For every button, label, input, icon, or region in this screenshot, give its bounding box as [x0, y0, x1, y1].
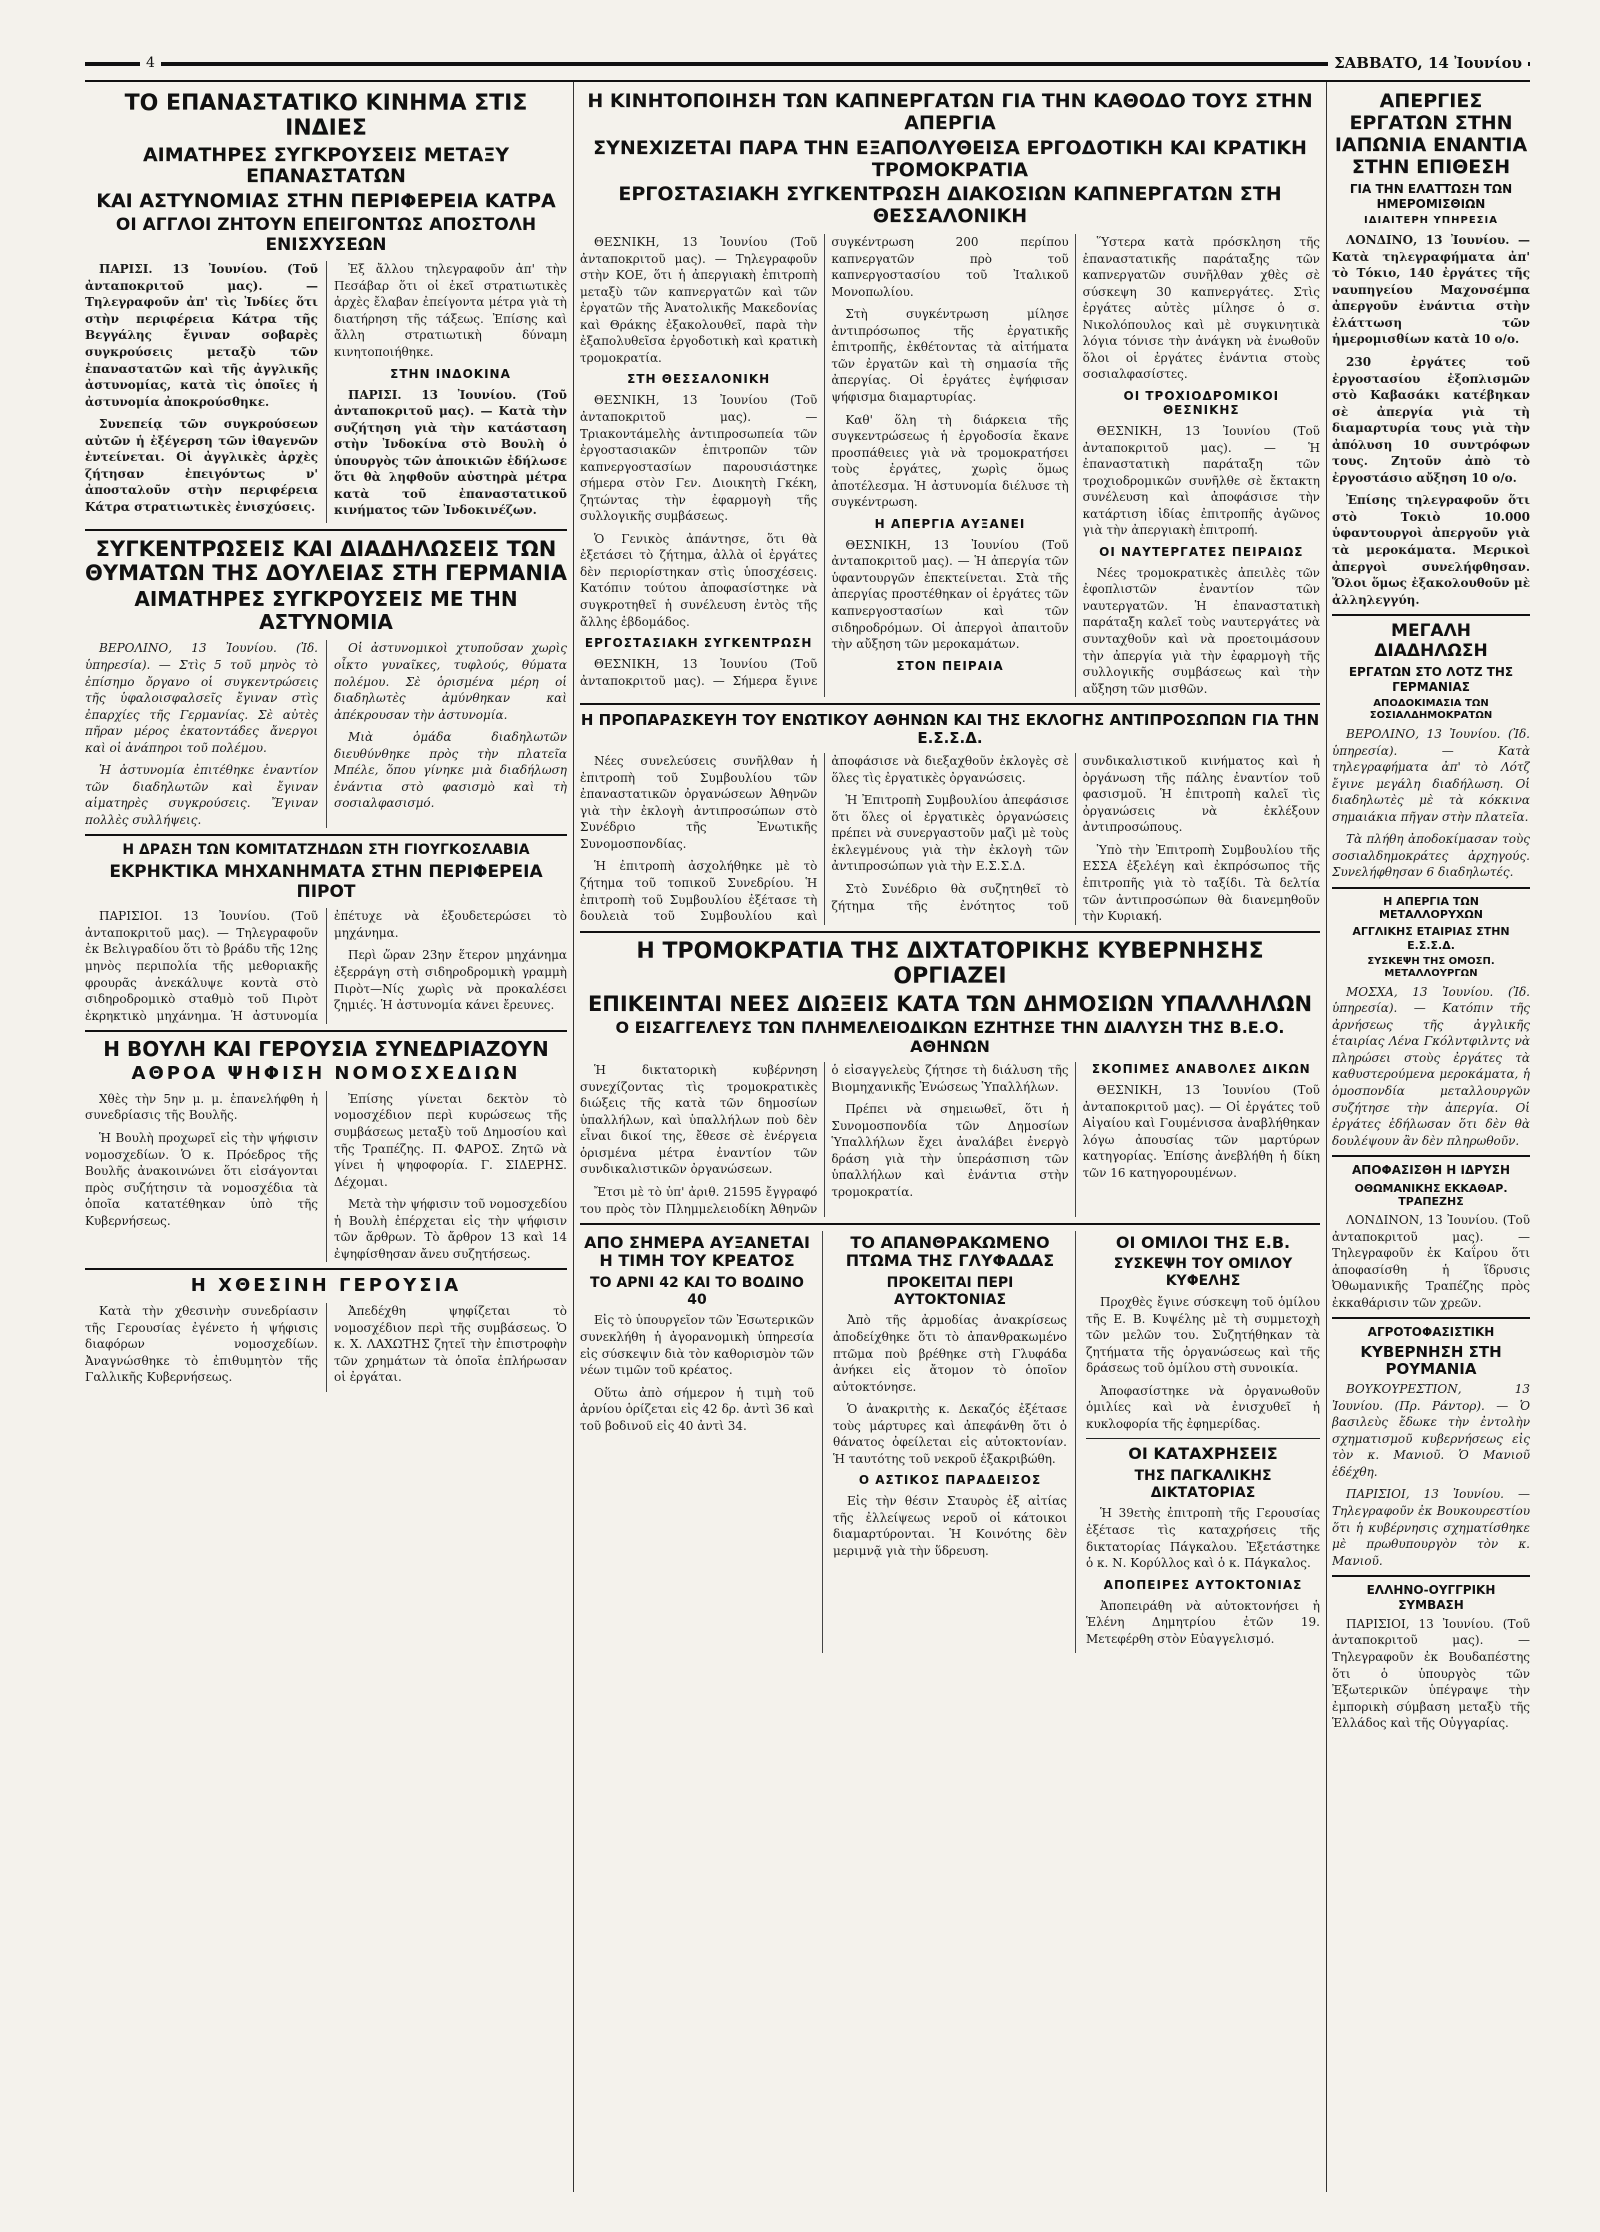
paragraph: ΛΟΝΔΙΝΟ, 13 Ἰουνίου. — Κατὰ τηλεγραφήματα ἀπ' τὸ Τόκιο, 140 ἐργάτες τῆς ναυπηγείου Μαχονσέμπα ἀπεργοῦν ἐνάντια στὴν ἐλάττωση τῶν ἡμερομισθίων κατὰ 10 ο/ο.: [1332, 233, 1530, 347]
paragraph: Στὴ συγκέντρωση μίλησε ἀντιπρόσωπος τῆς ἐργατικῆς ἐπιτροπῆς, ἐκθέτοντας τὰ αἰτήματα τῶν ἐργατῶν καὶ τὴ σημασία τῆς ἀπεργίας. Οἱ ἐργάτες ἐψήφισαν ψήφισμα διαμαρτυρίας.: [831, 307, 1069, 404]
headline: ΑΙΜΑΤΗΡΕΣ ΣΥΓΚΡΟΥΣΕΙΣ ΜΕΤΑΞΥ ΕΠΑΝΑΣΤΑΤΩΝ: [142, 143, 510, 188]
headline: ΕΡΓΑΤΩΝ ΣΤΟ ΛΟΤΖ ΤΗΣ ΓΕΡΜΑΝΙΑΣ: [1348, 665, 1514, 694]
bottom-center-articles: [580, 1231, 1320, 1653]
paragraph: Οἱ ἀστυνομικοὶ χτυποῦσαν χωρὶς οἶκτο γυναῖκες, τυφλούς, θύματα πολέμου. Σὲ ὁρισμένα μέρη οἱ διαδηλωτὲς ἀμύνθηκαν καὶ ἀπέκρουσαν τὴν ἀστυνομία.: [334, 641, 567, 722]
article-eb-groups: [1086, 1231, 1320, 1653]
paragraph: ΒΕΡΟΛΙΝΟ, 13 Ἰουνίου. (Ἰδ. ὑπηρεσία). — Στὶς 5 τοῦ μηνὸς τὸ ἐπίσημο ὄργανο οἱ συγκεντρώσεις τῆς ὑφαλοισφαλσεῖς ἔγιναν στὶς ἐπαρχίες τῆς Γερμανίας. Σὲ αὐτὲς πῆραν μέρος ἐκατοντάδες ἄνεργοι καὶ οἱ ἀνάπηροι τοῦ πολέμου.: [85, 641, 318, 755]
headline: ΟΙ ΟΜΙΛΟΙ ΤΗΣ Ε.Β.: [1115, 1233, 1291, 1253]
paragraph: Ἔτσι μὲ τὸ ὑπ' ἀριθ. 21595 ἔγγραφό του πρὸς τὸν Πλημμελειοδίκη Ἀθηνῶν ὁ εἰσαγγελεὺς ζήτησε τὴ διάλυση τῆς Βιομηχανικῆς Ἑνώσεως Ὑπαλλήλων.: [580, 1063, 1069, 1216]
paragraph: Ἡ 39ετὴς ἐπιτροπὴ τῆς Γερουσίας ἐξέτασε τὶς καταχρήσεις τῆς δικτατορίας Πάγκαλου. Ἐξετάστηκε ὁ κ. Ν. Κορύλλος καὶ ὁ κ. Πάγκαλος.: [1086, 1506, 1320, 1571]
article-lodz-demo: [1332, 622, 1530, 881]
paragraph: Περὶ ὥραν 23ην ἕτερον μηχάνημα ἐξερράγη στὴ σιδηροδρομικὴ γραμμὴ Πιρὸτ—Νίς χωρὶς νὰ προκαλέσει ζημιές. Ἡ ἀστυνομία κάνει ἔρευνες.: [334, 948, 567, 1013]
headline: Η ΧΘΕΣΙΝΗ ΓΕΡΟΥΣΙΑ: [190, 1275, 462, 1297]
article-yugoslavia: [85, 842, 567, 1024]
paragraph: ΠΑΡΙΣΙ. 13 Ἰουνίου. (Τοῦ ἀνταποκριτοῦ μας). — Κατὰ τὴν συζήτηση γιὰ τὴν κατάσταση στὴν Ἰνδοκίνα στὸ Βουλὴ ὁ ὑπουργὸς τῶν ἀποικιῶν ἐδήλωσε ὅτι θὰ ληφθοῦν αὐστηρὰ μέτρα κατὰ τοῦ ἐπαναστατικοῦ κινήματος τῶν Ἰνδοκινέζων.: [334, 387, 567, 518]
article-meat-price: [580, 1231, 823, 1653]
paragraph: Ἀπεδέχθη ψηφίζεται τὸ νομοσχέδιον περὶ τῆς συμβάσεως. Ὁ κ. Χ. ΛΑΧΩΤΗΣ ζητεῖ τὴν ἐπιστροφὴν τῶν χρημάτων τὰ ὁποῖα ἐπλήρωσαν οἱ ἐργάται.: [334, 1304, 567, 1385]
paragraph: Ὁ ἀνακριτὴς κ. Δεκαζός ἐξέτασε τοὺς μάρτυρες καὶ ἀπεφάνθη ὅτι ὁ θάνατος ὀφείλεται εἰς αὐτοκτονίαν. Ἡ ταυτότης τοῦ νεκροῦ ἐξακριβώθη.: [833, 1402, 1067, 1466]
paragraph: ΘΕΣΝΙΚΗ, 13 Ἰουνίου (Τοῦ ἀνταποκριτοῦ μας). — Ἡ ἐπαναστατικὴ παράταξη τῶν τροχιοδρομικῶν συνῆλθε σὲ ἔκτακτη συνέλευση καὶ ἀποφάσισε τὴν κατάρτιση ἰδίας ἐπιτροπῆς ἀγῶνος γιὰ τὴν ἀπεργιακὴ ἐπιτροπή.: [1082, 423, 1320, 538]
headline: Η ΑΠΕΡΓΙΑ ΤΩΝ ΜΕΤΑΛΛΟΡΥΧΩΝ: [1379, 894, 1483, 922]
paragraph: Μιὰ ὁμάδα διαδηλωτῶν διευθύνθηκε πρὸς τὴν πλατεῖα Μπέλε, ὅπου γίνηκε μιὰ διαδήλωση ἐνάντια στὸ φασισμὸ καὶ τὴ σοσιαλφασισμό.: [334, 730, 567, 811]
column-divider: [573, 82, 574, 2192]
headline: ΑΠΟΔΟΚΙΜΑΣΙΑ ΤΩΝ ΣΟΣΙΑΛΔΗΜΟΚΡΑΤΩΝ: [1369, 698, 1493, 722]
paragraph: Ἡ Ἐπιτροπὴ Συμβουλίου ἀπεφάσισε ὅτι ὅλες οἱ ἐργατικὲς ὀργανώσεις πρέπει νὰ συνεργαστοῦν μαζὶ μὲ τοὺς ἐκλεγμένους γιὰ τὴν ἐκλογὴ τῶν ἀντιπροσώπων γιὰ τὴν Ε.Σ.Σ.Δ.: [831, 793, 1069, 874]
headline: ΣΥΣΚΕΨΗ ΤΟΥ ΟΜΙΛΟΥ ΚΥΦΕΛΗΣ: [1113, 1256, 1293, 1290]
subheading: ΕΡΓΟΣΤΑΣΙΑΚΗ ΣΥΓΚΕΝΤΡΩΣΗ: [584, 636, 813, 651]
article-senate: [85, 1276, 567, 1391]
headline: ΜΕΓΑΛΗ ΔΙΑΔΗΛΩΣΗ: [1374, 621, 1488, 661]
subheading: ΣΚΟΠΙΜΕΣ ΑΝΑΒΟΛΕΣ ΔΙΚΩΝ: [1091, 1062, 1311, 1077]
headline: ΑΓΓΛΙΚΗΣ ΕΤΑΙΡΙΑΣ ΣΤΗΝ Ε.Σ.Σ.Δ.: [1352, 925, 1510, 952]
headline: ΟΙ ΚΑΤΑΧΡΗΣΕΙΣ: [1128, 1444, 1278, 1464]
headline: ΤΟ ΕΠΑΝΑΣΤΑΤΙΚΟ ΚΙΝΗΜΑ ΣΤΙΣ ΙΝΔΙΕΣ: [124, 91, 528, 142]
paragraph: Τὰ πλήθη ἀποδοκίμασαν τοὺς σοσιαλδημοκράτες ἀρχηγούς. Συνελήφθησαν 6 διαδηλωτές.: [1332, 832, 1530, 880]
paragraph: Ὑπὸ τὴν Ἐπιτροπὴ Συμβουλίου τῆς ΕΣΣΑ ἐξελέγη καὶ ἐκπρόσωπος τῆς ἐπιτροπῆς γιὰ τὸ ταξίδι. Τὰ δελτία τῶν ἀντιπροσώπων θὰ διανεμηθοῦν τὴν Κυριακή.: [1082, 842, 1320, 924]
issue-date: ΣΑΒΒΑΤΟ, 14 Ἰουνίου: [1328, 54, 1528, 72]
subheading: Ο ΑΣΤΙΚΟΣ ΠΑΡΑΔΕΙΣΟΣ: [858, 1473, 1042, 1488]
paragraph: Προχθὲς ἔγινε σύσκεψη τοῦ ὁμίλου τῆς Ε. Β. Κυψέλης μὲ τὴ συμμετοχὴ τῶν μελῶν του. Συζητήθηκαν τὰ ζητήματα τῆς ὀργανώσεως καὶ τῆς δράσεως τοῦ ὁμίλου στὴ συνοικία.: [1086, 1295, 1320, 1376]
headline: ΣΥΝΕΧΙΖΕΤΑΙ ΠΑΡΑ ΤΗΝ ΕΞΑΠΟΛΥΘΕΙΣΑ ΕΡΓΟΔΟΤΙΚΗ ΚΑΙ ΚΡΑΤΙΚΗ ΤΡΟΜΟΚΡΑΤΙΑ: [593, 136, 1307, 181]
paragraph: Νέες συνελεύσεις συνῆλθαν ἡ ἐπιτροπὴ τοῦ Συμβουλίου τῶν ἐπαναστατικῶν ὀργανώσεων Ἀθηνῶν γιὰ τὴν ἐκλογὴ ἀντιπροσώπων στὸ Συνέδριο τῆς Ἐνωτικῆς Συνομοσπονδίας.: [580, 754, 818, 851]
subheading: ΣΤΟΝ ΠΕΙΡΑΙΑ: [896, 658, 1004, 673]
headline: ΑΙΜΑΤΗΡΕΣ ΣΥΓΚΡΟΥΣΕΙΣ ΜΕ ΤΗΝ ΑΣΤΥΝΟΜΙΑ: [134, 587, 518, 635]
paragraph: ΒΕΡΟΛΙΝΟ, 13 Ἰουνίου. (Ἰδ. ὑπηρεσία). — Κατὰ τηλεγραφήματα ἀπ' τὸ Λότζ ἔγινε μεγάλη διαδήλωση. Οἱ διαδηλωτὲς μὲ τὰ κόκκινα σημαιάκια πῆγαν στὴν πλατεῖα.: [1332, 727, 1530, 824]
headline: ΓΙΑ ΤΗΝ ΕΛΑΤΤΩΣΗ ΤΩΝ ΗΜΕΡΟΜΙΣΘΙΩΝ: [1349, 182, 1513, 211]
paragraph: ΠΑΡΙΣΙΟΙ. 13 Ἰουνίου. (Τοῦ ἀνταποκριτοῦ μας). — Τηλεγραφοῦν ἐκ Βελιγραδίου ὅτι τὸ βράδυ τῆς 12ης μηνὸς περιπολία τῆς μεθοριακῆς φρουρᾶς ἀνεκάλυψε κοντὰ στὸ σιδηροδρομικὸ σταθμὸ τοῦ Πιρὸτ ἐκρηκτικὸ μηχάνημα. Ἡ ἀστυνομία ἐπέτυχε νὰ ἐξουδετερώσει τὸ μηχάνημα.: [85, 909, 567, 1023]
paragraph: ΜΟΣΧΑ, 13 Ἰουνίου. (Ἰδ. ὑπηρεσία). — Κατόπιν τῆς ἀρνήσεως τῆς ἀγγλικῆς ἑταιρίας Λένα Γκόλντφιλντς νὰ πληρώσει στοὺς ἐργάτες τὰ καθυστερούμενα μεροκάματα, ἡ ὁμοσπονδία μεταλλουργῶν συζήτησε τὴν ἀπεργία. Οἱ ἐργάτες ἐδήλωσαν ὅτι δὲν θὰ δουλέψουν ἂν δὲν πληρωθοῦν.: [1332, 984, 1530, 1148]
article-greek-hungarian: [1332, 1583, 1530, 1732]
headline: Η ΤΡΟΜΟΚΡΑΤΙΑ ΤΗΣ ΔΙΧΤΑΤΟΡΙΚΗΣ ΚΥΒΕΡΝΗΣΗΣ ΟΡΓΙΑΖΕΙ: [636, 938, 1264, 989]
article-essa-delegates: [580, 711, 1320, 924]
article-tobacco-strike: [580, 91, 1320, 697]
subheading: ΟΙ ΝΑΥΤΕΡΓΑΤΕΣ ΠΕΙΡΑΙΩΣ: [1099, 544, 1304, 559]
subheading: ΑΠΟΠΕΙΡΕΣ ΑΥΤΟΚΤΟΝΙΑΣ: [1103, 1577, 1303, 1592]
paragraph: ΘΕΣΝΙΚΗ, 13 Ἰουνίου (Τοῦ ἀνταποκριτοῦ μας). — Οἱ ἐργάτες τοῦ Αἰγαίου καὶ Γουμένισσα ἀναβλήθηκαν λόγω ἀπουσίας τῶν μαρτύρων κατηγορίας. Ἐπίσης ἀνεβλήθη ἡ δίκη τῶν 16 κατηγορουμένων.: [1082, 1083, 1320, 1180]
headline: ΑΓΡΟΤΟΦΑΣΙΣΤΙΚΗ: [1367, 1325, 1495, 1340]
paragraph: Ἡ Βουλὴ προχωρεῖ εἰς τὴν ψήφισιν νομοσχεδίων. Ὁ κ. Πρόεδρος τῆς Βουλῆς ἀνακοινώνει ὅτι εἰσάγονται πρὸς συζήτησιν τὰ νομοσχέδια τὰ ὁποῖα κατατέθηκαν ὑπὸ τῆς Κυβερνήσεως.: [85, 1130, 318, 1228]
headline: ΠΡΟΚΕΙΤΑΙ ΠΕΡΙ ΑΥΤΟΚΤΟΝΙΑΣ: [886, 1274, 1014, 1308]
subheading: ΣΤΗΝ ΙΝΔΟΚΙΝΑ: [390, 366, 511, 381]
paragraph: Ὕστερα κατὰ πρόσκληση τῆς ἐπαναστατικῆς παράταξης τῶν καπνεργατῶν συνῆλθαν χθὲς σὲ σύσκεψη 30 καπνεργάτες. Στὶς ἐργάτες αὐτὲς μίλησε ὁ σ. Νικολόπουλος καὶ μὲ συγκινητικὰ λόγια τόνισε τὴν ἀνάγκη νὰ ἑνωθοῦν ὅλοι οἱ ἐργάτες ἐνάντια στοὺς σοσιαλφασίστες.: [1082, 235, 1320, 382]
paragraph: Εἰς τὸ ὑπουργεῖον τῶν Ἐσωτερικῶν συνεκλήθη ἡ ἀγορανομικὴ ὑπηρεσία εἰς σύσκεψιν διὰ τὸν καθορισμὸν τῶν νέων τιμῶν τοῦ κρέατος.: [580, 1313, 814, 1378]
paragraph: Ἡ δικτατορικὴ κυβέρνηση συνεχίζοντας τὶς τρομοκρατικὲς διώξεις τῆς κατὰ τῶν δημοσίων ὑπαλλήλων, καὶ ὑπαλλήλων ποὺ δὲν εἶναι δικοί της, ἔθεσε σὲ ἐνέργεια ὁρισμένα μέτρα ἐναντίον τῶν συνδικαλιστικῶν ὀργανώσεων.: [580, 1063, 818, 1177]
paragraph: Ἐπίσης τηλεγραφοῦν ὅτι στὸ Τοκιὸ 10.000 ὑφαντουργοὶ ἀπεργοῦν γιὰ τὰ μεροκάματα. Μερικοὶ ἀπεργοὶ συνελήφθησαν. Ὅλοι ὅμως ἐξακολουθοῦν μὲ ἀλληλεγγύη.: [1332, 493, 1530, 607]
paragraph: ΠΑΡΙΣΙΟΙ, 13 Ἰουνίου. — Τηλεγραφοῦν ἐκ Βουκουρεστίου ὅτι ἡ κυβέρνησις σχηματίσθηκε μὲ πρωθυπουργὸν τὸν κ. Μανιοῦ.: [1332, 1487, 1530, 1568]
headline: ΕΡΓΟΣΤΑΣΙΑΚΗ ΣΥΓΚΕΝΤΡΩΣΗ ΔΙΑΚΟΣΙΩΝ ΚΑΠΝΕΡΓΑΤΩΝ ΣΤΗ ΘΕΣΣΑΛΟΝΙΚΗ: [618, 183, 1282, 228]
article-romania: [1332, 1325, 1530, 1569]
headline: ΤΗΣ ΠΑΓΚΑΛΙΚΗΣ ΔΙΚΤΑΤΟΡΙΑΣ: [1134, 1467, 1272, 1501]
top-rule: [85, 62, 1530, 82]
headline: ΑΠΟ ΣΗΜΕΡΑ ΑΥΞΑΝΕΤΑΙ Η ΤΙΜΗ ΤΟΥ ΚΡΕΑΤΟΣ: [584, 1233, 810, 1271]
paragraph: Εἰς τὴν θέσιν Σταυρὸς ἐξ αἰτίας τῆς ἐλλείψεως νεροῦ οἱ κάτοικοι διαμαρτύρονται. Ἡ Κοινότης δὲν μεριμνᾷ γιὰ τὴν ὕδρευση.: [833, 1494, 1067, 1559]
headline: ΟΘΩΜΑΝΙΚΗΣ ΕΚΚΑΘΑΡ. ΤΡΑΠΕΖΗΣ: [1354, 1181, 1508, 1208]
headline: ΕΚΡΗΚΤΙΚΑ ΜΗΧΑΝΗΜΑΤΑ ΣΤΗΝ ΠΕΡΙΦΕΡΕΙΑ ΠΙΡΟΤ: [109, 862, 543, 902]
headline: ΚΥΒΕΡΝΗΣΗ ΣΤΗ ΡΟΥΜΑΝΙΑ: [1360, 1342, 1502, 1378]
headline: ΤΟ ΑΡΝΙ 42 ΚΑΙ ΤΟ ΒΟΔΙΝΟ 40: [590, 1274, 804, 1308]
paragraph: Ἡ ἐπιτροπὴ ἀσχολήθηκε μὲ τὸ ζήτημα τοῦ τοπικοῦ Συνεδρίου. Ἡ ἐπιτροπὴ τοῦ Συμβουλίου ἐξέτασε τὴ δουλειὰ τοῦ Συμβουλίου καὶ ἀποφάσισε νὰ διεξαχθοῦν ἐκλογὲς σὲ ὅλες τὶς ἐργατικὲς ὀργανώσεις.: [580, 754, 1069, 924]
headline: ΤΟ ΑΠΑΝΘΡΑΚΩΜΕΝΟ ΠΤΩΜΑ ΤΗΣ ΓΛΥΦΑΔΑΣ: [845, 1233, 1055, 1271]
paragraph: Κατὰ τὴν χθεσινὴν συνεδρίασιν τῆς Γερουσίας ἐγένετο ἡ ψήφισις διαφόρων νομοσχεδίων. Ἀναγνώσθηκε τὸ ἐπιθυμητὸν τῆς Γαλλικῆς Κυβερνήσεως.: [85, 1304, 318, 1385]
subheading: ΙΔΙΑΙΤΕΡΗ ΥΠΗΡΕΣΙΑ: [1364, 215, 1498, 227]
headline: ΟΙ ΑΓΓΛΟΙ ΖΗΤΟΥΝ ΕΠΕΙΓΟΝΤΩΣ ΑΠΟΣΤΟΛΗ ΕΝΙΣΧΥΣΕΩΝ: [115, 215, 537, 255]
paragraph: Ἀπὸ τῆς ἀρμοδίας ἀνακρίσεως ἀποδείχθηκε ὅτι τὸ ἀπανθρακωμένο πτῶμα ποὺ βρέθηκε στὴ Γλυφάδα ἀνήκει εἰς ἄτομον τὸ ὁποῖον αὐτοκτόνησε.: [833, 1313, 1067, 1394]
paragraph: 230 ἐργάτες τοῦ ἐργοστασίου ἐξοπλισμῶν στὸ Καβασάκι κατέβηκαν σὲ ἀπεργία γιὰ τὴ διαμαρτυρία τους γιὰ τὴν ἀπόλυση 10 συντρόφων τους. Ζητοῦν ἀπὸ τὸ ἐργοστάσιο αὔξηση 10 ο/ο.: [1332, 354, 1530, 485]
paragraph: Ἐπίσης γίνεται δεκτὸν τὸ νομοσχέδιον περὶ κυρώσεως τῆς συμβάσεως μεταξὺ τοῦ Δημοσίου καὶ τῆς Τραπέζης. Π. ΦΑΡΟΣ. Ζητῶ νὰ γίνει ἡ ψηφοφορία. Γ. ΣΙΔΕΡΗΣ. Δέχομαι.: [334, 1091, 567, 1189]
paragraph: Ἀποπειράθη νὰ αὐτοκτονήσει ἡ Ἑλένη Δημητρίου ἐτῶν 19. Μετεφέρθη στὸν Εὐαγγελισμό.: [1086, 1598, 1320, 1646]
headline: ΑΘΡΟΑ ΨΗΦΙΣΗ ΝΟΜΟΣΧΕΔΙΩΝ: [131, 1063, 521, 1085]
headline: ΕΠΙΚΕΙΝΤΑΙ ΝΕΕΣ ΔΙΩΞΕΙΣ ΚΑΤΑ ΤΩΝ ΔΗΜΟΣΙΩΝ ΥΠΑΛΛΗΛΩΝ: [587, 992, 1313, 1017]
headline: Ο ΕΙΣΑΓΓΕΛΕΥΣ ΤΩΝ ΠΛΗΜΕΛΕΙΟΔΙΚΩΝ ΕΖΗΤΗΣΕ ΤΗΝ ΔΙΑΛΥΣΗ ΤΗΣ Β.Ε.Ο. ΑΘΗΝΩΝ: [615, 1018, 1285, 1056]
paragraph: Νέες τρομοκρατικὲς ἀπειλὲς τῶν ἐφοπλιστῶν ἐναντίον τῶν ναυτεργατῶν. Ἡ ἐπαναστατικὴ παράταξη καλεῖ τοὺς ναυτεργάτες νὰ συνταχθοῦν καὶ νὰ προετοιμάσουν τὴν ἀπεργία γιὰ τὴν ἐφαρμογὴ τῆς συλλογικῆς συμβάσεως καὶ τὴν αὔξηση τῶν μισθῶν.: [1082, 565, 1320, 696]
column-divider: [1326, 82, 1327, 2192]
headline: ΑΠΟΦΑΣΙΣΘΗ Η ΙΔΡΥΣΗ: [1352, 1163, 1510, 1178]
subheading: ΣΤΗ ΘΕΣΣΑΛΟΝΙΚΗ: [627, 372, 771, 387]
paragraph: Χθὲς τὴν 5ην μ. μ. ἐπανελήφθη ἡ συνεδρίασις τῆς Βουλῆς.: [85, 1091, 318, 1123]
paragraph: Ἡ ἀστυνομία ἐπιτέθηκε ἐναντίον τῶν διαδηλωτῶν καὶ ἔγιναν αἱματηρὲς συγκρούσεις. Ἔγιναν πολλὲς συλλήψεις.: [85, 763, 318, 827]
headline: ΑΠΕΡΓΙΕΣ ΕΡΓΑΤΩΝ ΣΤΗΝ ΙΑΠΩΝΙΑ ΕΝΑΝΤΙΑ ΣΤΗΝ ΕΠΙΘΕΣΗ: [1334, 90, 1528, 178]
paragraph: ΛΟΝΔΙΝΟΝ, 13 Ἰουνίου. (Τοῦ ἀνταποκριτοῦ μας). — Τηλεγραφοῦν ἐκ Καΐρου ὅτι ἀποφασίσθη ἡ ἵδρυσις Ὀθωμανικῆς Τραπέζης πρὸς ἐκκαθάρισιν τῶν χρεῶν.: [1332, 1212, 1530, 1310]
paragraph: ΘΕΣΝΙΚΗ, 13 Ἰουνίου (Τοῦ ἀνταποκριτοῦ μας). — Τηλεγραφοῦν στὴν ΚΟΕ, ὅτι ἡ ἀπεργιακὴ ἐπιτροπὴ μεταξὺ τῶν καπνεργατῶν καὶ τῶν ἐργατῶν τῆς Ἀνατολικῆς Μακεδονίας καὶ Θράκης ἐξακολουθεῖ, παρὰ τὴν ἐξαπολυθεῖσα ἐργοδοτικὴ καὶ κρατικὴ τρομοκρατία.: [580, 235, 818, 365]
center-column: [580, 88, 1320, 2188]
subheading: Η ΑΠΕΡΓΙΑ ΑΥΞΑΝΕΙ: [874, 516, 1026, 531]
article-metal-strike: [1332, 895, 1530, 1149]
headline: Η ΔΡΑΣΗ ΤΩΝ ΚΟΜΙΤΑΤΖΗΔΩΝ ΣΤΗ ΓΙΟΥΓΚΟΣΛΑΒΙΑ: [122, 842, 530, 859]
paragraph: ΘΕΣΝΙΚΗ, 13 Ἰουνίου (Τοῦ ἀνταποκριτοῦ μας). — Σήμερα ἔγινε συγκέντρωση 200 περίπου καπνεργατῶν πρὸ τοῦ καπνεργοστασίου τοῦ Ἰταλικοῦ Μονοπωλίου.: [580, 235, 1069, 688]
paragraph: Συνεπείᾳ τῶν συγκρούσεων αὐτῶν ἡ ἐξέγερση τῶν ἰθαγενῶν ἐντείνεται. Οἱ ἀγγλικὲς ἀρχὲς ζήτησαν ἐπειγόντως ν' ἀποσταλοῦν στὴν περιφέρεια Κάτρα στρατιωτικὲς ἐνισχύσεις.: [85, 417, 318, 514]
paragraph: ΠΑΡΙΣΙΟΙ, 13 Ἰουνίου. (Τοῦ ἀνταποκριτοῦ μας). — Τηλεγραφοῦν ἐκ Βουδαπέστης ὅτι ὁ ὑπουργὸς τῶν Ἐξωτερικῶν ὑπέγραψε τὴν ἐμπορικὴ σύμβαση μεταξὺ τῆς Ἑλλάδος καὶ τῆς Οὑγγαρίας.: [1332, 1616, 1530, 1731]
page-number: 4: [140, 55, 161, 71]
paragraph: Στὸ Συνέδριο θὰ συζητηθεῖ τὸ ζήτημα τῆς ἐνότητος τοῦ συνδικαλιστικοῦ κινήματος καὶ ἡ ὀργάνωση τῆς πάλης ἐναντίον τοῦ φασισμοῦ. Ἡ ἐπιτροπὴ καλεῖ τὶς ὀργανώσεις νὰ ἐκλέξουν ἀντιπροσώπους.: [831, 754, 1320, 913]
paragraph: Οὕτω ἀπὸ σήμερον ἡ τιμὴ τοῦ ἀρνίου ὁρίζεται εἰς 42 δρ. ἀντὶ 36 καὶ τοῦ βοδινοῦ εἰς 40 ἀντὶ 34.: [580, 1385, 814, 1433]
paragraph: Καθ' ὅλη τὴ διάρκεια τῆς συγκεντρώσεως ἡ ἐργοδοσία ἔκανε προσπάθειες γιὰ νὰ τρομοκρατήσει τοὺς ἐργάτες, χωρὶς ὅμως ἀποτέλεσμα. Ἡ ἀστυνομία διέλυσε τὴ συγκέντρωση.: [831, 412, 1069, 510]
headline: Η ΒΟΥΛΗ ΚΑΙ ΓΕΡΟΥΣΙΑ ΣΥΝΕΔΡΙΑΖΟΥΝ: [103, 1037, 549, 1062]
paragraph: Πρέπει νὰ σημειωθεῖ, ὅτι ἡ Συνομοσπονδία τῶν Δημοσίων Ὑπαλλήλων ἔχει ἀναλάβει ἐνεργὸ δράση γιὰ τὴν ὑπεράσπιση τῶν ὑπαλλήλων καὶ ἐνάντια στὴν τρομοκρατία.: [831, 1102, 1069, 1199]
headline: ΚΑΙ ΑΣΤΥΝΟΜΙΑΣ ΣΤΗΝ ΠΕΡΙΦΕΡΕΙΑ ΚΑΤΡΑ: [96, 190, 556, 213]
article-dictatorship-terror: [580, 939, 1320, 1217]
article-ottoman-bank: [1332, 1163, 1530, 1311]
paragraph: Μετὰ τὴν ψήφισιν τοῦ νομοσχεδίου ἡ Βουλὴ ἐπέρχεται εἰς τὴν ψήφισιν τῶν ἄρθρων. Τὸ ἄρθρον 13 καὶ 14 ἐψηφίσθησαν ἄνευ συζητήσεως.: [334, 1197, 567, 1261]
article-japan-strikes: [1332, 91, 1530, 608]
paragraph: ΘΕΣΝΙΚΗ, 13 Ἰουνίου (Τοῦ ἀνταποκριτοῦ μας). — Ἡ ἀπεργία τῶν ὑφαντουργῶν ἐπεκτείνεται. Στὰ τῆς ἀπεργίας προστέθηκαν οἱ ἐργάτες τῶν καπνεργοστασίων καὶ τῶν σιδηροδρόμων. Οἱ ἀπεργοὶ ἀπαιτοῦν τὴν αὔξηση τῶν μεροκαμάτων.: [831, 537, 1069, 652]
article-germany: [85, 537, 567, 828]
article-glyfada: [833, 1231, 1076, 1653]
headline: Η ΚΙΝΗΤΟΠΟΙΗΣΗ ΤΩΝ ΚΑΠΝΕΡΓΑΤΩΝ ΓΙΑ ΤΗΝ ΚΑΘΟΔΟ ΤΟΥΣ ΣΤΗΝ ΑΠΕΡΓΙΑ: [587, 90, 1313, 134]
left-column: [85, 88, 567, 2188]
paragraph: Ἐξ ἄλλου τηλεγραφοῦν ἀπ' τὴν Πεσάβαρ ὅτι οἱ ἐκεῖ στρατιωτικὲς ἀρχὲς ἔλαβαν ἐπείγοντα μέτρα γιὰ τὴ διατήρηση τῆς τάξεως. Ἐπίσης καὶ ἄλλη στρατιωτικὴ δύναμη κινητοποιήθηκε.: [334, 262, 567, 359]
paragraph: ΒΟΥΚΟΥΡΕΣΤΙΟΝ, 13 Ἰουνίου. (Πρ. Ράντορ). — Ὁ βασιλεὺς ἔδωκε τὴν ἐντολὴν σχηματισμοῦ κυβερνήσεως εἰς τὸν κ. Μανιοῦ. Ὁ Μανιοῦ ἐδέχθη.: [1332, 1382, 1530, 1479]
paragraph: Ἀποφασίστηκε νὰ ὀργανωθοῦν ὁμιλίες καὶ νὰ ἐνισχυθεῖ ἡ κυκλοφορία τῆς ἐφημερίδας.: [1086, 1383, 1320, 1431]
article-india: [85, 91, 567, 523]
paragraph: ΠΑΡΙΣΙ. 13 Ἰουνίου. (Τοῦ ἀνταποκριτοῦ μας). — Τηλεγραφοῦν ἀπ' τὶς Ἰνδίες ὅτι στὴν περιφέρεια Κάτρα τῆς Βεγγάλης ἔγιναν σοβαρὲς συγκρούσεις μεταξὺ τῶν ἐπαναστατῶν καὶ τῆς ἀγγλικῆς ἀστυνομίας, κατὰ τὶς ὁποῖες ἡ ἀστυνομία ἀποκρούσθηκε.: [85, 262, 318, 409]
article-parliament: [85, 1038, 567, 1262]
right-column: [1332, 88, 1530, 2188]
paragraph: Ὁ Γενικὸς ἀπάντησε, ὅτι θὰ ἐξετάσει τὸ ζήτημα, ἀλλὰ οἱ ἐργάτες δὲν περιορίστηκαν στὶς ὑποσχέσεις. Κατόπιν τούτου ἀποφασίστηκε νὰ συγκροτηθεῖ ἡ συνέλευση ἐντὸς τῆς ἄλλης ἑβδομάδος.: [580, 531, 818, 629]
headline: ΣΥΣΚΕΨΗ ΤΗΣ ΟΜΟΣΠ. ΜΕΤΑΛΛΟΥΡΓΩΝ: [1367, 955, 1495, 979]
headline: ΣΥΓΚΕΝΤΡΩΣΕΙΣ ΚΑΙ ΔΙΑΔΗΛΩΣΕΙΣ ΤΩΝ ΘΥΜΑΤΩΝ ΤΗΣ ΔΟΥΛΕΙΑΣ ΣΤΗ ΓΕΡΜΑΝΙΑ: [85, 537, 567, 586]
headline: ΕΛΛΗΝΟ-ΟΥΓΓΡΙΚΗ ΣΥΜΒΑΣΗ: [1366, 1583, 1496, 1612]
paragraph: ΘΕΣΝΙΚΗ, 13 Ἰουνίου (Τοῦ ἀνταποκριτοῦ μας). — Τριακοντάμελὴς ἀντιπροσωπεία τῶν ἐργοστασιακῶν ἐπιτροπῶν τῶν καπνεργοστασίων παρουσιάστηκε σήμερα στὸν Γεν. Διοικητὴ Γκέκη, ζητώντας τὴν ἐφαρμογὴ τῆς συλλογικῆς συμβάσεως.: [580, 393, 818, 524]
headline: Η ΠΡΟΠΑΡΑΣΚΕΥΗ ΤΟΥ ΕΝΩΤΙΚΟΥ ΑΘΗΝΩΝ ΚΑΙ ΤΗΣ ΕΚΛΟΓΗΣ ΑΝΤΙΠΡΟΣΩΠΩΝ ΓΙΑ ΤΗΝ Ε.Σ.Σ.Δ.: [580, 711, 1320, 748]
subheading: ΟΙ ΤΡΟΧΙΟΔΡΟΜΙΚΟΙ ΘΕΣΝΙΚΗΣ: [1123, 388, 1280, 417]
